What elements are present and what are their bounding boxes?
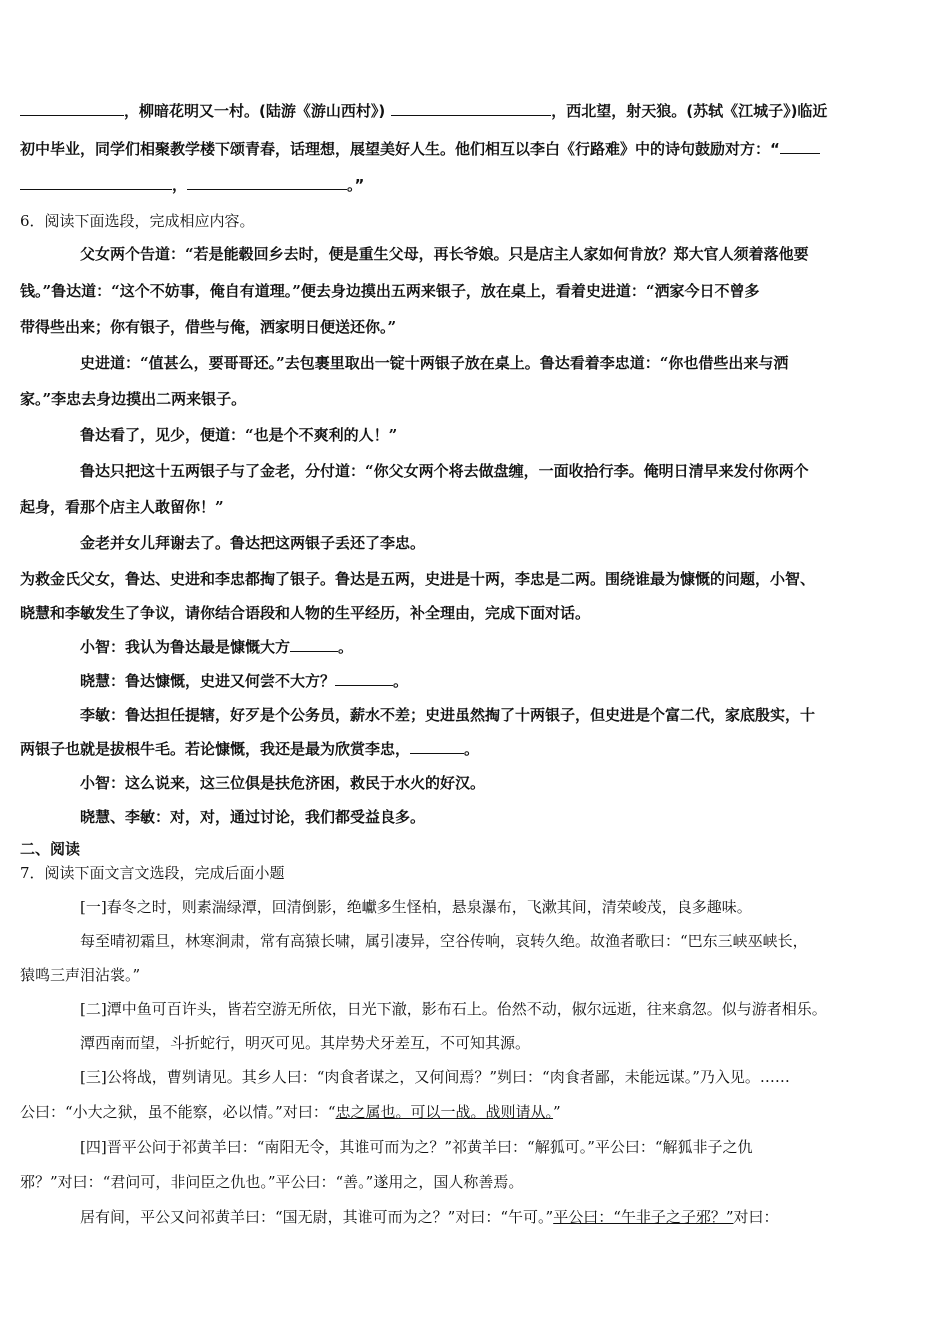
classical-passage-line: 居有间，平公又问祁黄羊曰：“国无尉，其谁可而为之？”对曰：“午可。”平公曰：“午非子之子邪？”对曰： xyxy=(80,1208,779,1226)
classical-passage-line: 猿鸣三声泪沾裳。” xyxy=(20,966,141,984)
q7-stem: 7．阅读下面文言文选段，完成后面小题 xyxy=(20,864,285,882)
classical-passage-line: [一]春冬之时，则素湍绿潭，回清倒影，绝巘多生怪柏，悬泉瀑布，飞漱其间，清荣峻茂，良多趣味。 xyxy=(80,898,752,916)
classical-passage-line: 公曰：“小大之狱，虽不能察，必以情。”对曰：“忠之属也。可以一战。战则请从。” xyxy=(20,1103,561,1121)
q5-line-2: 初中毕业，同学们相聚教学楼下颂青春，话理想，展望美好人生。他们相互以李白《行路难》中的诗句鼓励对方：“ xyxy=(20,138,820,160)
answer-blank[interactable] xyxy=(391,101,551,116)
q6-intro-1: 为救金氏父女，鲁达、史进和李忠都掏了银子。鲁达是五两，史进是十两，李忠是二两。围绕谁最为慷慨的问题，小智、 xyxy=(20,570,816,588)
answer-blank[interactable] xyxy=(20,175,172,190)
passage-line: 家。”李忠去身边摸出二两来银子。 xyxy=(20,390,247,408)
classical-passage-line: 邪？”对曰：“君问可，非问臣之仇也。”平公曰：“善。”遂用之，国人称善焉。 xyxy=(20,1173,524,1191)
passage-line: 史进道：“值甚么，要哥哥还。”去包裹里取出一锭十两银子放在桌上。鲁达看着李忠道：“你也借些出来与洒 xyxy=(80,354,789,372)
classical-passage-line: [二]潭中鱼可百许头，皆若空游无所依，日光下澈，影布石上。佁然不动，俶尔远逝，往来翕忽。似与游者相乐。 xyxy=(80,1000,827,1018)
passage-line: 钱。”鲁达道：“这个不妨事，俺自有道理。”便去身边摸出五两来银子，放在桌上，看着史进道：“洒家今日不曾多 xyxy=(20,282,760,300)
underlined-sentence: 忠之属也。可以一战。战则请从。 xyxy=(335,1103,554,1121)
classical-passage-line: 每至晴初霜旦，林寒涧肃，常有高猿长啸，属引凄异，空谷传响，哀转久绝。故渔者歌曰：“巴东三峡巫峡长， xyxy=(80,932,808,950)
q5-line-1: ，柳暗花明又一村。(陆游《游山西村》) ，西北望，射天狼。(苏轼《江城子》)临近 xyxy=(20,100,827,122)
answer-blank[interactable] xyxy=(410,739,464,754)
classical-passage-line: [四]晋平公问于祁黄羊曰：“南阳无令，其谁可而为之？”祁黄羊曰：“解狐可。”平公曰：“解狐非子之仇 xyxy=(80,1138,753,1156)
answer-blank[interactable] xyxy=(335,671,393,686)
dialogue-limin-2: 两银子也就是拔根牛毛。若论慷慨，我还是最为欣赏李忠， 。 xyxy=(20,740,480,758)
dialogue-xiaozhi-1: 小智：我认为鲁达最是慷慨大方 。 xyxy=(80,638,354,656)
classical-passage-line: [三]公将战，曹刿请见。其乡人曰：“肉食者谋之，又何间焉？”刿曰：“肉食者鄙，未能远谋。”乃入见。…… xyxy=(80,1068,790,1086)
passage-line: 带得些出来；你有银子，借些与俺，洒家明日便送还你。” xyxy=(20,318,397,336)
passage-line: 金老并女儿拜谢去了。鲁达把这两银子丢还了李忠。 xyxy=(80,534,426,552)
passage-line: 起身，看那个店主人敢留你！” xyxy=(20,498,224,516)
passage-line: 鲁达只把这十五两银子与了金老，分付道：“你父女两个将去做盘缠，一面收拾行李。俺明日清早来发付你两个 xyxy=(80,462,809,480)
dialogue-xiaohui-1: 晓慧：鲁达慷慨，史进又何尝不大方？ 。 xyxy=(80,672,409,690)
dialogue-xiaohui-limin: 晓慧、李敏：对，对，通过讨论，我们都受益良多。 xyxy=(80,808,426,826)
q6-stem: 6．阅读下面选段，完成相应内容。 xyxy=(20,212,255,230)
underlined-sentence: 平公曰：“午非子之子邪？” xyxy=(553,1208,734,1226)
passage-line: 鲁达看了，见少，便道：“也是个不爽利的人！” xyxy=(80,426,398,444)
answer-blank[interactable] xyxy=(187,175,347,190)
classical-passage-line: 潭西南而望，斗折蛇行，明灭可见。其岸势犬牙差互，不可知其源。 xyxy=(80,1034,531,1052)
dialogue-limin-1: 李敏：鲁达担任提辖，好歹是个公务员，薪水不差；史进虽然掏了十两银子，但史进是个富二代，家底殷实，十 xyxy=(80,706,816,724)
answer-blank[interactable] xyxy=(290,637,338,652)
answer-blank[interactable] xyxy=(780,139,820,154)
passage-line: 父女两个告道：“若是能毂回乡去时，便是重生父母，再长爷娘。只是店主人家如何肯放？郑大官人须着落他要 xyxy=(80,245,809,263)
dialogue-xiaozhi-2: 小智：这么说来，这三位俱是扶危济困，救民于水火的好汉。 xyxy=(80,774,486,792)
section-title: 二、阅读 xyxy=(20,840,81,858)
answer-blank[interactable] xyxy=(20,101,124,116)
q5-line-3: ， 。” xyxy=(20,174,364,196)
q6-intro-2: 晓慧和李敏发生了争议，请你结合语段和人物的生平经历，补全理由，完成下面对话。 xyxy=(20,604,591,622)
